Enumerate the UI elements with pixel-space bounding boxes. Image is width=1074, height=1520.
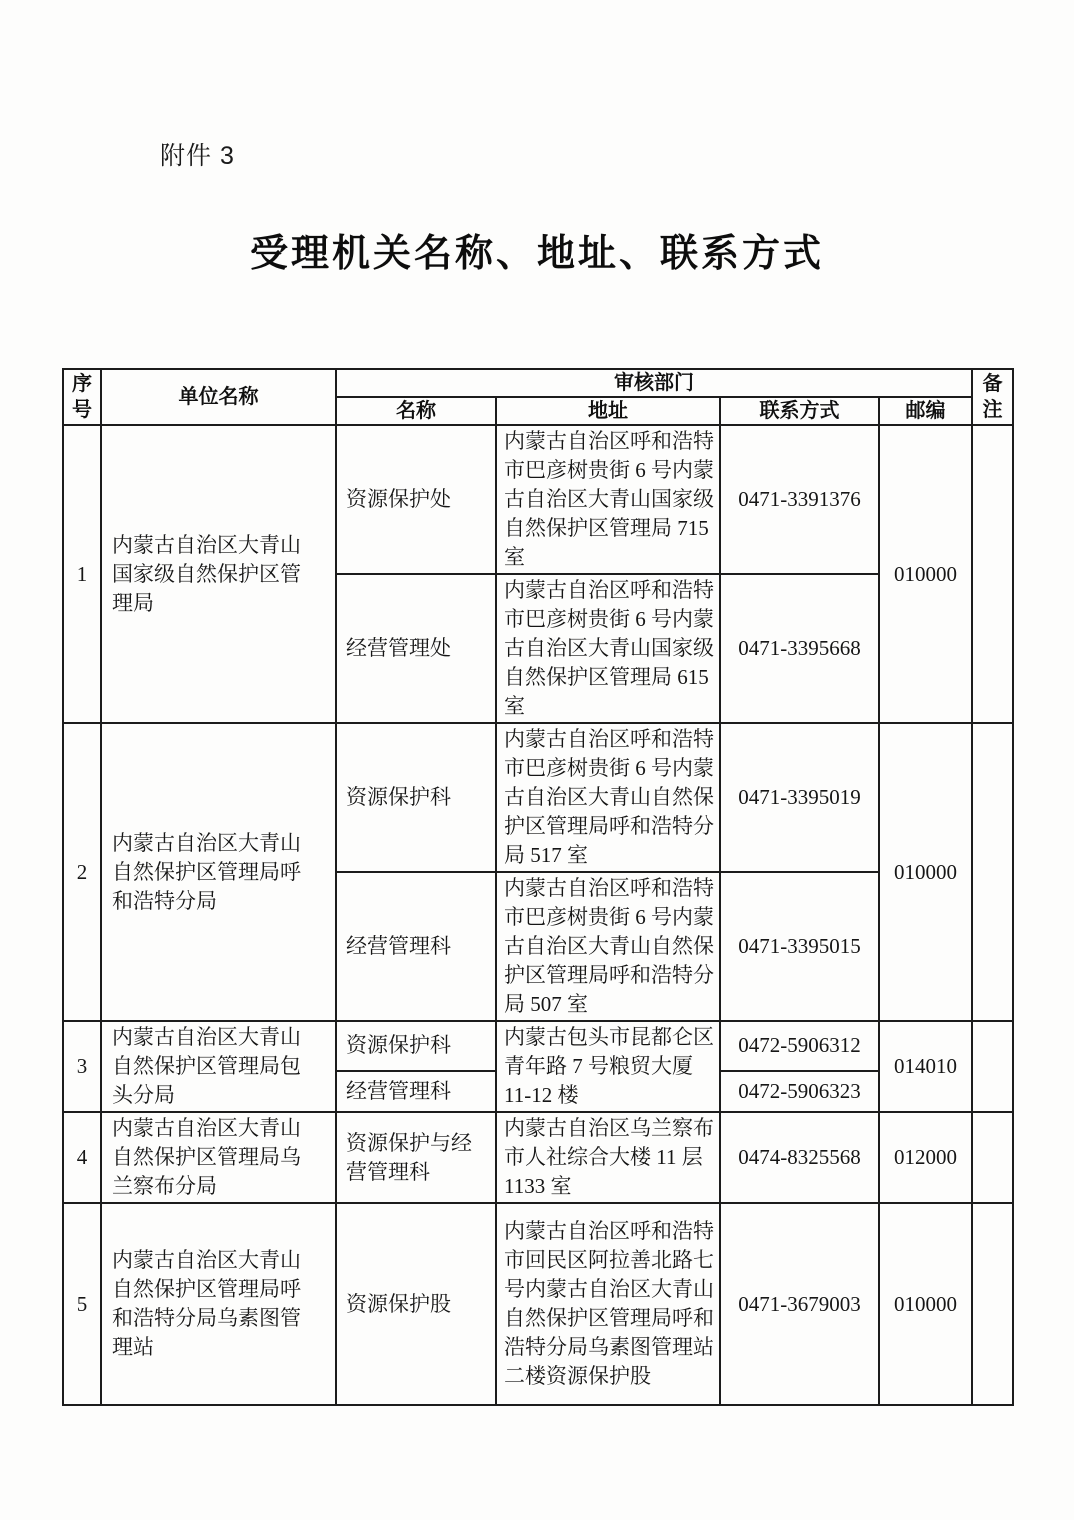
- col-header-index: 序号: [63, 369, 101, 425]
- cell-address: 内蒙古自治区呼和浩特市巴彦树贵街 6 号内蒙古自治区大青山国家级自然保护区管理局 715 室: [496, 425, 720, 574]
- cell-index: 4: [63, 1112, 101, 1203]
- col-header-unit-name: 单位名称: [101, 369, 336, 425]
- cell-postal: 010000: [879, 723, 972, 1021]
- cell-dept-name: 资源保护股: [336, 1203, 496, 1405]
- attachment-label: 附件 3: [160, 142, 235, 170]
- cell-remark: [972, 1021, 1013, 1112]
- cell-postal: 010000: [879, 425, 972, 723]
- cell-phone: 0471-3395019: [720, 723, 879, 872]
- cell-unit-name: 内蒙古自治区大青山自然保护区管理局呼和浩特分局: [101, 723, 336, 1021]
- col-header-name: 名称: [336, 397, 496, 425]
- cell-remark: [972, 425, 1013, 723]
- cell-index: 5: [63, 1203, 101, 1405]
- cell-address: 内蒙古自治区呼和浩特市巴彦树贵街 6 号内蒙古自治区大青山国家级自然保护区管理局 615 室: [496, 574, 720, 723]
- cell-postal: 012000: [879, 1112, 972, 1203]
- cell-dept-name: 经营管理科: [336, 872, 496, 1021]
- cell-unit-name: 内蒙古自治区大青山自然保护区管理局乌兰察布分局: [101, 1112, 336, 1203]
- cell-remark: [972, 723, 1013, 1021]
- col-header-contact: 联系方式: [720, 397, 879, 425]
- cell-phone: 0471-3679003: [720, 1203, 879, 1405]
- table-row: [63, 1203, 1013, 1405]
- cell-index: 2: [63, 723, 101, 1021]
- page-title: 受理机关名称、地址、联系方式: [249, 233, 824, 275]
- col-header-address: 地址: [496, 397, 720, 425]
- cell-address: 内蒙古自治区呼和浩特市回民区阿拉善北路七号内蒙古自治区大青山自然保护区管理局呼和浩特分局乌素图管理站二楼资源保护股: [496, 1203, 720, 1405]
- cell-index: 1: [63, 425, 101, 723]
- cell-remark: [972, 1112, 1013, 1203]
- col-header-review-department: 审核部门: [336, 369, 972, 397]
- col-header-postal: 邮编: [879, 397, 972, 425]
- cell-phone: 0472-5906323: [720, 1071, 879, 1112]
- cell-index: 3: [63, 1021, 101, 1112]
- cell-unit-name: 内蒙古自治区大青山自然保护区管理局包头分局: [101, 1021, 336, 1112]
- cell-unit-name: 内蒙古自治区大青山国家级自然保护区管理局: [101, 425, 336, 723]
- cell-phone: 0471-3395015: [720, 872, 879, 1021]
- cell-unit-name: 内蒙古自治区大青山自然保护区管理局呼和浩特分局乌素图管理站: [101, 1203, 336, 1405]
- cell-dept-name: 经营管理科: [336, 1071, 496, 1112]
- cell-remark: [972, 1203, 1013, 1405]
- cell-dept-name: 经营管理处: [336, 574, 496, 723]
- cell-postal: 010000: [879, 1203, 972, 1405]
- table-header-row-1: [63, 369, 1013, 397]
- cell-dept-name: 资源保护科: [336, 1021, 496, 1071]
- cell-phone: 0471-3395668: [720, 574, 879, 723]
- cell-phone: 0472-5906312: [720, 1021, 879, 1071]
- cell-postal: 014010: [879, 1021, 972, 1112]
- cell-address: 内蒙古自治区呼和浩特市巴彦树贵街 6 号内蒙古自治区大青山自然保护区管理局呼和浩特分局 517 室: [496, 723, 720, 872]
- col-header-remark: 备注: [972, 369, 1013, 425]
- cell-phone: 0471-3391376: [720, 425, 879, 574]
- cell-dept-name: 资源保护科: [336, 723, 496, 872]
- table-row: [63, 723, 1013, 872]
- cell-address: 内蒙古自治区呼和浩特市巴彦树贵街 6 号内蒙古自治区大青山自然保护区管理局呼和浩特分局 507 室: [496, 872, 720, 1021]
- contact-table: [62, 368, 1014, 1406]
- cell-address: 内蒙古自治区乌兰察布市人社综合大楼 11 层 1133 室: [496, 1112, 720, 1203]
- cell-dept-name: 资源保护与经营管理科: [336, 1112, 496, 1203]
- table-row: [63, 1112, 1013, 1203]
- cell-dept-name: 资源保护处: [336, 425, 496, 574]
- cell-phone: 0474-8325568: [720, 1112, 879, 1203]
- cell-address: 内蒙古包头市昆都仑区青年路 7 号粮贸大厦 11-12 楼: [496, 1021, 720, 1112]
- table-row: [63, 425, 1013, 574]
- table-row: [63, 1021, 1013, 1071]
